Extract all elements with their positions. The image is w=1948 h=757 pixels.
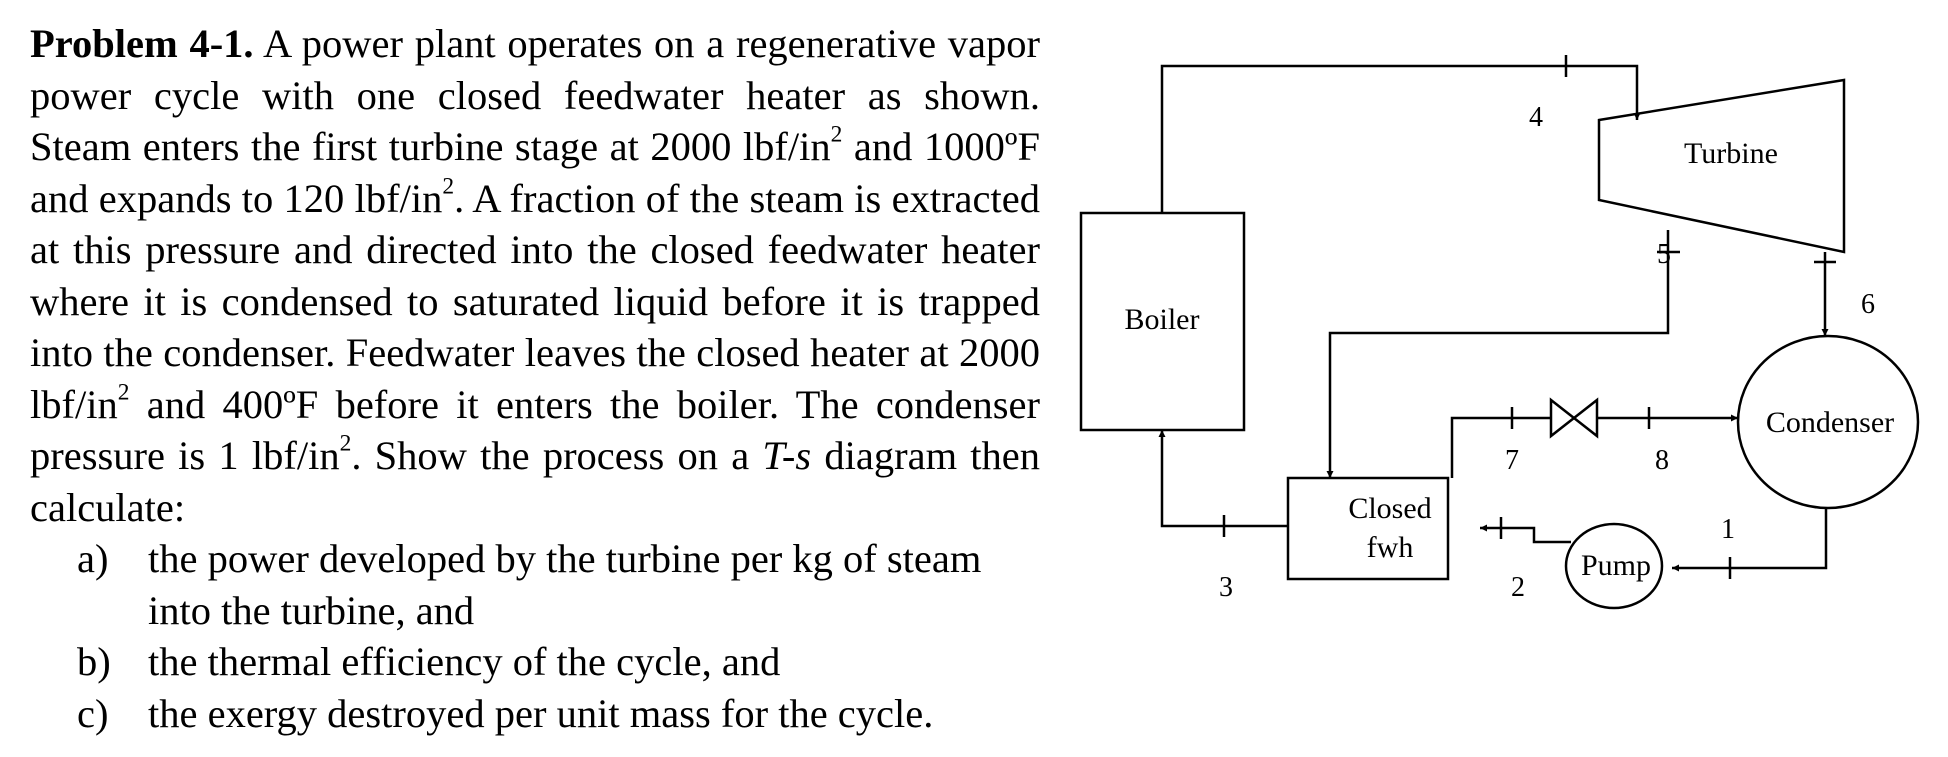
- problem-text: and 1000ºF and expands to 120 lbf/in: [30, 124, 1040, 221]
- exponent: 2: [117, 379, 130, 406]
- stream-4: [1162, 66, 1637, 213]
- stream-3: [1162, 430, 1288, 526]
- fwh-label-line2: fwh: [1366, 531, 1414, 564]
- state-label-8: 8: [1655, 445, 1669, 476]
- state-label-2: 2: [1511, 572, 1525, 603]
- problem-text: . A fraction of the steam is extracted at this pressure and directed into the closed feedwater heater where it is condensed to saturated liquid before it is trapped into the condenser. Feedwater leaves the closed heater at 2000 lbf/in: [30, 175, 1040, 427]
- throttle-valve-icon: [1551, 400, 1597, 436]
- exponent: 2: [830, 121, 843, 148]
- state-label-7: 7: [1505, 445, 1519, 476]
- stream-1: [1672, 508, 1826, 568]
- problem-text: and 400ºF before it enters the boiler. The condenser pressure is 1 lbf/in: [30, 381, 1040, 478]
- question-text: the power developed by the turbine per kg of steam into the turbine, and: [148, 536, 982, 633]
- problem-title: Problem 4-1.: [30, 21, 254, 66]
- question-label: b): [77, 639, 111, 684]
- problem-text: . Show the process on a: [351, 433, 763, 478]
- question-label: a): [77, 536, 109, 581]
- problem-text: diagram then calculate:: [30, 433, 1041, 530]
- stream-2: [1480, 528, 1571, 542]
- turbine-label: Turbine: [1684, 137, 1778, 170]
- condenser-label: Condenser: [1765, 406, 1895, 439]
- pump-label: Pump: [1580, 549, 1652, 582]
- stream-5: [1330, 230, 1668, 478]
- state-label-6: 6: [1861, 289, 1875, 320]
- exponent: 2: [339, 430, 352, 457]
- exponent: 2: [442, 173, 455, 200]
- state-label-5: 5: [1657, 239, 1671, 270]
- question-text: the exergy destroyed per unit mass for the cycle.: [148, 690, 934, 736]
- state-label-1: 1: [1721, 514, 1735, 545]
- question-text: the thermal efficiency of the cycle, and: [148, 639, 781, 684]
- boiler-label: Boiler: [1124, 303, 1200, 336]
- state-label-4: 4: [1529, 102, 1543, 133]
- problem-text: A power plant operates on a regenerative vapor power cycle with one closed feedwater heater as shown. Steam enters the first turbine stage at 2000 lbf/in: [30, 21, 1040, 169]
- ts-diagram-term: T-s: [762, 433, 812, 478]
- question-label: c): [77, 690, 109, 736]
- stream-7: [1452, 418, 1551, 478]
- fwh-label-line1: Closed: [1348, 492, 1432, 525]
- state-label-3: 3: [1219, 572, 1233, 603]
